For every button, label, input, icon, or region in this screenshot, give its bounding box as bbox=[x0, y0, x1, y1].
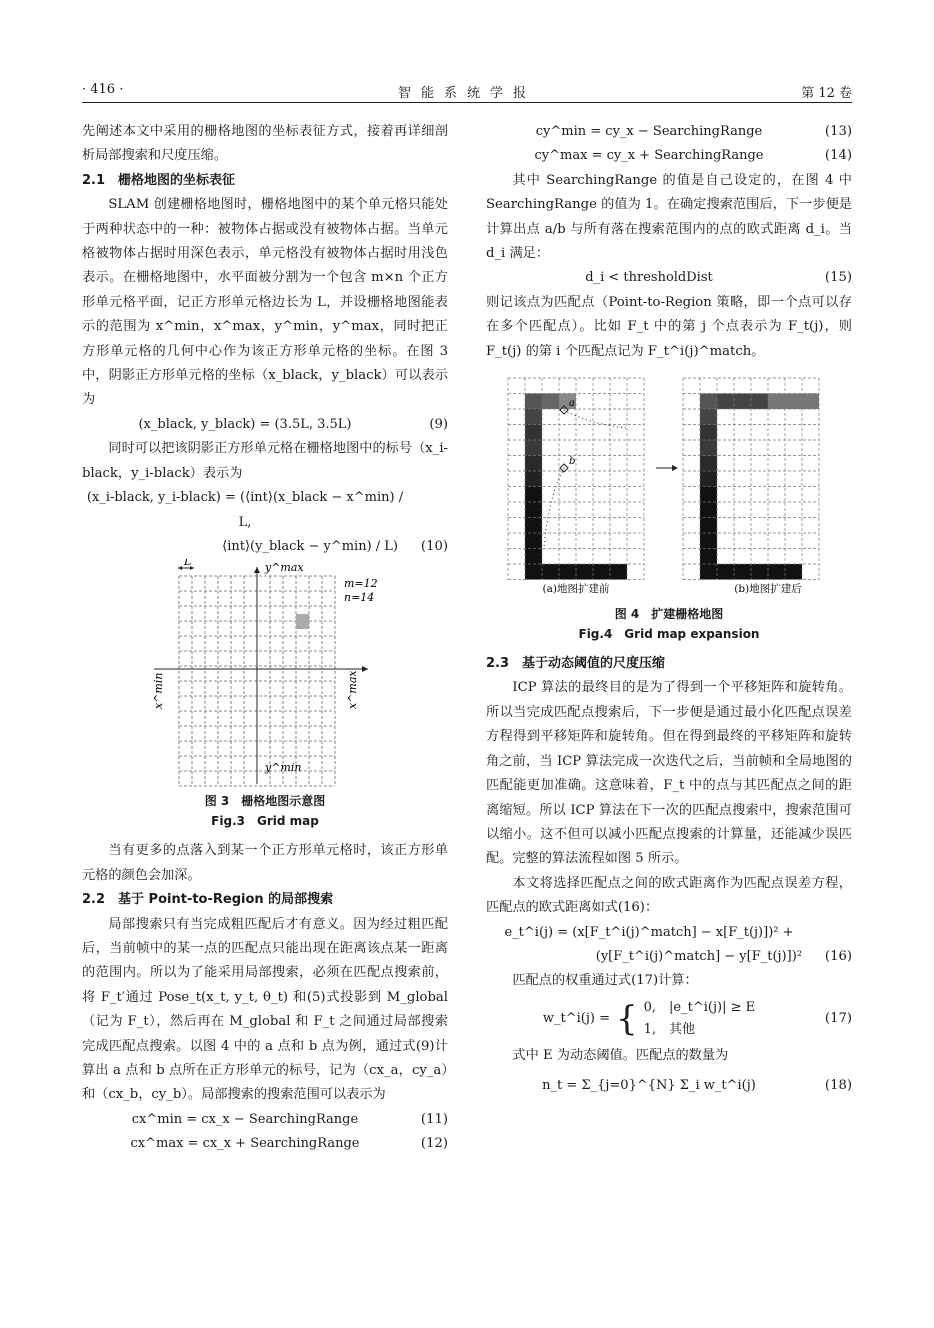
occupied-cell bbox=[525, 549, 542, 565]
occupied-cell bbox=[700, 409, 717, 425]
n-label: n=14 bbox=[344, 591, 375, 605]
page-header bbox=[82, 80, 852, 103]
figure-3-caption-zh: 图 3 栅格地图示意图 bbox=[204, 794, 326, 809]
paragraph: 匹配点的权重通过式(17)计算： bbox=[512, 973, 698, 989]
occupied-cell bbox=[542, 564, 559, 580]
point-b-label: b bbox=[569, 456, 576, 468]
point-a-label: a bbox=[569, 398, 575, 410]
m-label: m=12 bbox=[344, 577, 378, 591]
paragraph: 其中 SearchingRange 的值是自己设定的，在图 4 中 SearchingRange 的值为 1。在确定搜索范围后，下一步便是计算出点 a/b 与所有落在搜索范围内的点的欧式距离 d_i。当 d_i 满足： bbox=[486, 172, 852, 262]
cell-size-label: L bbox=[184, 559, 192, 569]
occupied-cell bbox=[700, 564, 717, 580]
occupied-cell bbox=[576, 564, 593, 580]
occupied-cell bbox=[700, 518, 717, 534]
paragraph: 则记该点为匹配点（Point-to-Region 策略，即一个点可以存在多个匹配点）。比如 F_t 中的第 j 个点表示为 F_t(j)，则 F_t(j) 的第 i 个匹配点记为 F_t^i(j)^match。 bbox=[486, 294, 852, 359]
paragraph: 局部搜索只有当完成粗匹配后才有意义。因为经过粗匹配后，当前帧中的某一点的匹配点只能出现在距离该点某一距离的范围内。所以为了能采用局部搜索，必须在匹配点搜索前，将 F_t′通过 Pose_t(x_t, y_t, θ_t) 和(5)式投影到 M_global（记为 F_t），然后再在 M_global 和 F_t 之间通过局部搜索完成匹配点搜索。以图 4 中的 a 点和 b 点为例，通过式(9)计算出 a 点和 b 点所在正方形单元的标号，记为（cx_a，cy_a）和（cx_b，cy_b）。局部搜索的搜索范围可以表示为 bbox=[82, 916, 448, 1103]
subfig-a-label: (a)地图扩建前 bbox=[542, 583, 610, 596]
paragraph: 本文将选择匹配点之间的欧式距离作为匹配点误差方程，匹配点的欧式距离如式(16)： bbox=[486, 875, 852, 916]
occupied-cell bbox=[525, 518, 542, 534]
occupied-cell bbox=[700, 549, 717, 565]
occupied-cell bbox=[525, 394, 542, 410]
arrow-right-icon bbox=[672, 465, 678, 471]
grid-after-expansion bbox=[683, 378, 819, 580]
grid-map-figure bbox=[82, 559, 448, 791]
occupied-cell bbox=[525, 533, 542, 549]
occupied-cell bbox=[700, 471, 717, 487]
figure-4-caption-zh: 图 4 扩建栅格地图 bbox=[614, 607, 724, 622]
grid-before-expansion bbox=[508, 378, 644, 580]
equation-12: cx^max = cx_x + SearchingRange (12) bbox=[130, 1136, 448, 1152]
section-heading-2-2: 2.2 基于 Point-to-Region 的局部搜索 bbox=[82, 892, 334, 908]
ymin-label: y^min bbox=[265, 761, 302, 775]
equation-18: n_t = Σ_{j=0}^{N} Σ_i w_t^i(j) (18) bbox=[542, 1078, 852, 1094]
paragraph: SLAM 创建栅格地图时，栅格地图中的某个单元格只能处于两种状态中的一种：被物体占据或没有被物体占据。当单元格被物体占据时用深色表示，单元格没有被物体占据时用浅色表示。在栅格地图中，水平面被分割为一个包含 m×n 个正方形单元格平面，记正方形单元格边长为 L，并设栅格地图能表示的范围为 x^min，x^max，y^min，y^max，同时把正方形单元格的几何中心作为该正方形单元格的坐标。在图 3 中，阴影正方形单元格的坐标（x_black，y_black）可以表示为 bbox=[82, 197, 448, 408]
figure-3 bbox=[82, 559, 448, 791]
occupied-cell bbox=[768, 564, 785, 580]
equation-13: cy^min = cy_x − SearchingRange (13) bbox=[535, 124, 852, 139]
grid-expansion-figure bbox=[486, 368, 852, 598]
paragraph: 式中 E 为动态阈值。匹配点的数量为 bbox=[512, 1047, 729, 1063]
equation-11: cx^min = cx_x − SearchingRange (11) bbox=[131, 1111, 448, 1127]
equation-16-line2: (y[F_t^i(j)^match] − y[F_t(j)])² (16) bbox=[595, 948, 852, 964]
equation-15: d_i < thresholdDist (15) bbox=[585, 270, 852, 286]
occupied-cell bbox=[734, 564, 751, 580]
ymax-label: y^max bbox=[265, 561, 304, 575]
figure-4-caption-en: Fig.4 Grid map expansion bbox=[578, 627, 760, 642]
paragraph: 当有更多的点落入到某一个正方形单元格时，该正方形单元格的颜色会加深。 bbox=[82, 843, 448, 883]
occupied-cell bbox=[700, 487, 717, 503]
occupied-cell bbox=[785, 564, 802, 580]
occupied-cell bbox=[700, 425, 717, 441]
occupied-cell bbox=[525, 471, 542, 487]
occupied-cell bbox=[525, 425, 542, 441]
equation-16-line1: e_t^i(j) = (x[F_t^i(j)^match] − x[F_t(j)])² + bbox=[504, 924, 794, 940]
occupied-cell bbox=[525, 440, 542, 456]
equation-10-line2: ⟨int⟩(y_black − y^min) / L) (10) bbox=[222, 538, 448, 554]
equation-10-line1: (x_i-black, y_i-black) = (⟨int⟩(x_black − x^min) / L, bbox=[86, 490, 404, 530]
occupied-cell bbox=[751, 564, 768, 580]
xmax-label: x^max bbox=[346, 670, 359, 710]
paragraph: 先阐述本文中采用的栅格地图的坐标表征方式，接着再详细剖析局部搜索和尺度压缩。 bbox=[82, 124, 448, 164]
occupied-cell bbox=[700, 456, 717, 472]
search-points bbox=[544, 406, 626, 548]
paragraph: 同时可以把该阴影正方形单元格在栅格地图中的标号（x_i-black，y_i-black）表示为 bbox=[82, 441, 448, 481]
occupied-cell bbox=[700, 502, 717, 518]
xmin-label: x^min bbox=[152, 672, 165, 710]
occupied-cell bbox=[717, 564, 734, 580]
right-column bbox=[486, 120, 852, 1099]
equation-17: w_t^i(j) = { 0, |e_t^i(j)| ≥ E 1, 其他 (17) bbox=[542, 998, 852, 1039]
occupied-cell bbox=[717, 394, 734, 410]
occupied-cell bbox=[785, 394, 802, 410]
figure-4 bbox=[486, 368, 852, 598]
occupied-cell bbox=[610, 564, 627, 580]
occupied-cell bbox=[525, 409, 542, 425]
shaded-cell bbox=[296, 614, 309, 629]
occupied-cell bbox=[559, 564, 576, 580]
occupied-cell bbox=[700, 533, 717, 549]
occupied-cell bbox=[700, 440, 717, 456]
section-heading-2-1: 2.1 栅格地图的坐标表征 bbox=[82, 172, 236, 188]
occupied-cell bbox=[768, 394, 785, 410]
section-heading-2-3: 2.3 基于动态阈值的尺度压缩 bbox=[486, 656, 666, 672]
occupied-cell bbox=[700, 394, 717, 410]
equation-9: (x_black, y_black) = (3.5L, 3.5L) (9) bbox=[138, 416, 448, 432]
occupied-cell bbox=[525, 487, 542, 503]
occupied-cell bbox=[734, 394, 751, 410]
occupied-cell bbox=[542, 394, 559, 410]
left-column bbox=[82, 120, 448, 1157]
occupied-cell bbox=[525, 456, 542, 472]
occupied-cell bbox=[525, 502, 542, 518]
figure-3-caption-en: Fig.3 Grid map bbox=[211, 814, 319, 829]
volume-label: 第 12 卷 bbox=[801, 86, 852, 101]
page-number: · 416 · bbox=[82, 82, 124, 97]
subfig-b-label: (b)地图扩建后 bbox=[734, 583, 802, 596]
paragraph: ICP 算法的最终目的是为了得到一个平移矩阵和旋转角。所以当完成匹配点搜索后，下一步便是通过最小化匹配点误差方程得到平移矩阵和旋转角。但在得到最终的平移矩阵和旋转角之前，当 ICP 算法完成一次迭代之后，当前帧和全局地图的匹配能更加准确。这意味着，F_t 中的点与其匹配点之间的距离缩短。所以 ICP 算法在下一次的匹配点搜索中，搜索范围可以缩小。这不但可以减小匹配点搜索的计算量，还能减少误匹配。完整的算法流程如图 5 所示。 bbox=[486, 680, 852, 867]
occupied-cell bbox=[593, 564, 610, 580]
journal-title: 智能系统学报 bbox=[397, 86, 536, 101]
occupied-cell bbox=[525, 564, 542, 580]
equation-14: cy^max = cy_x + SearchingRange (14) bbox=[534, 148, 852, 164]
occupied-cell bbox=[751, 394, 768, 410]
occupied-cell bbox=[802, 394, 819, 410]
